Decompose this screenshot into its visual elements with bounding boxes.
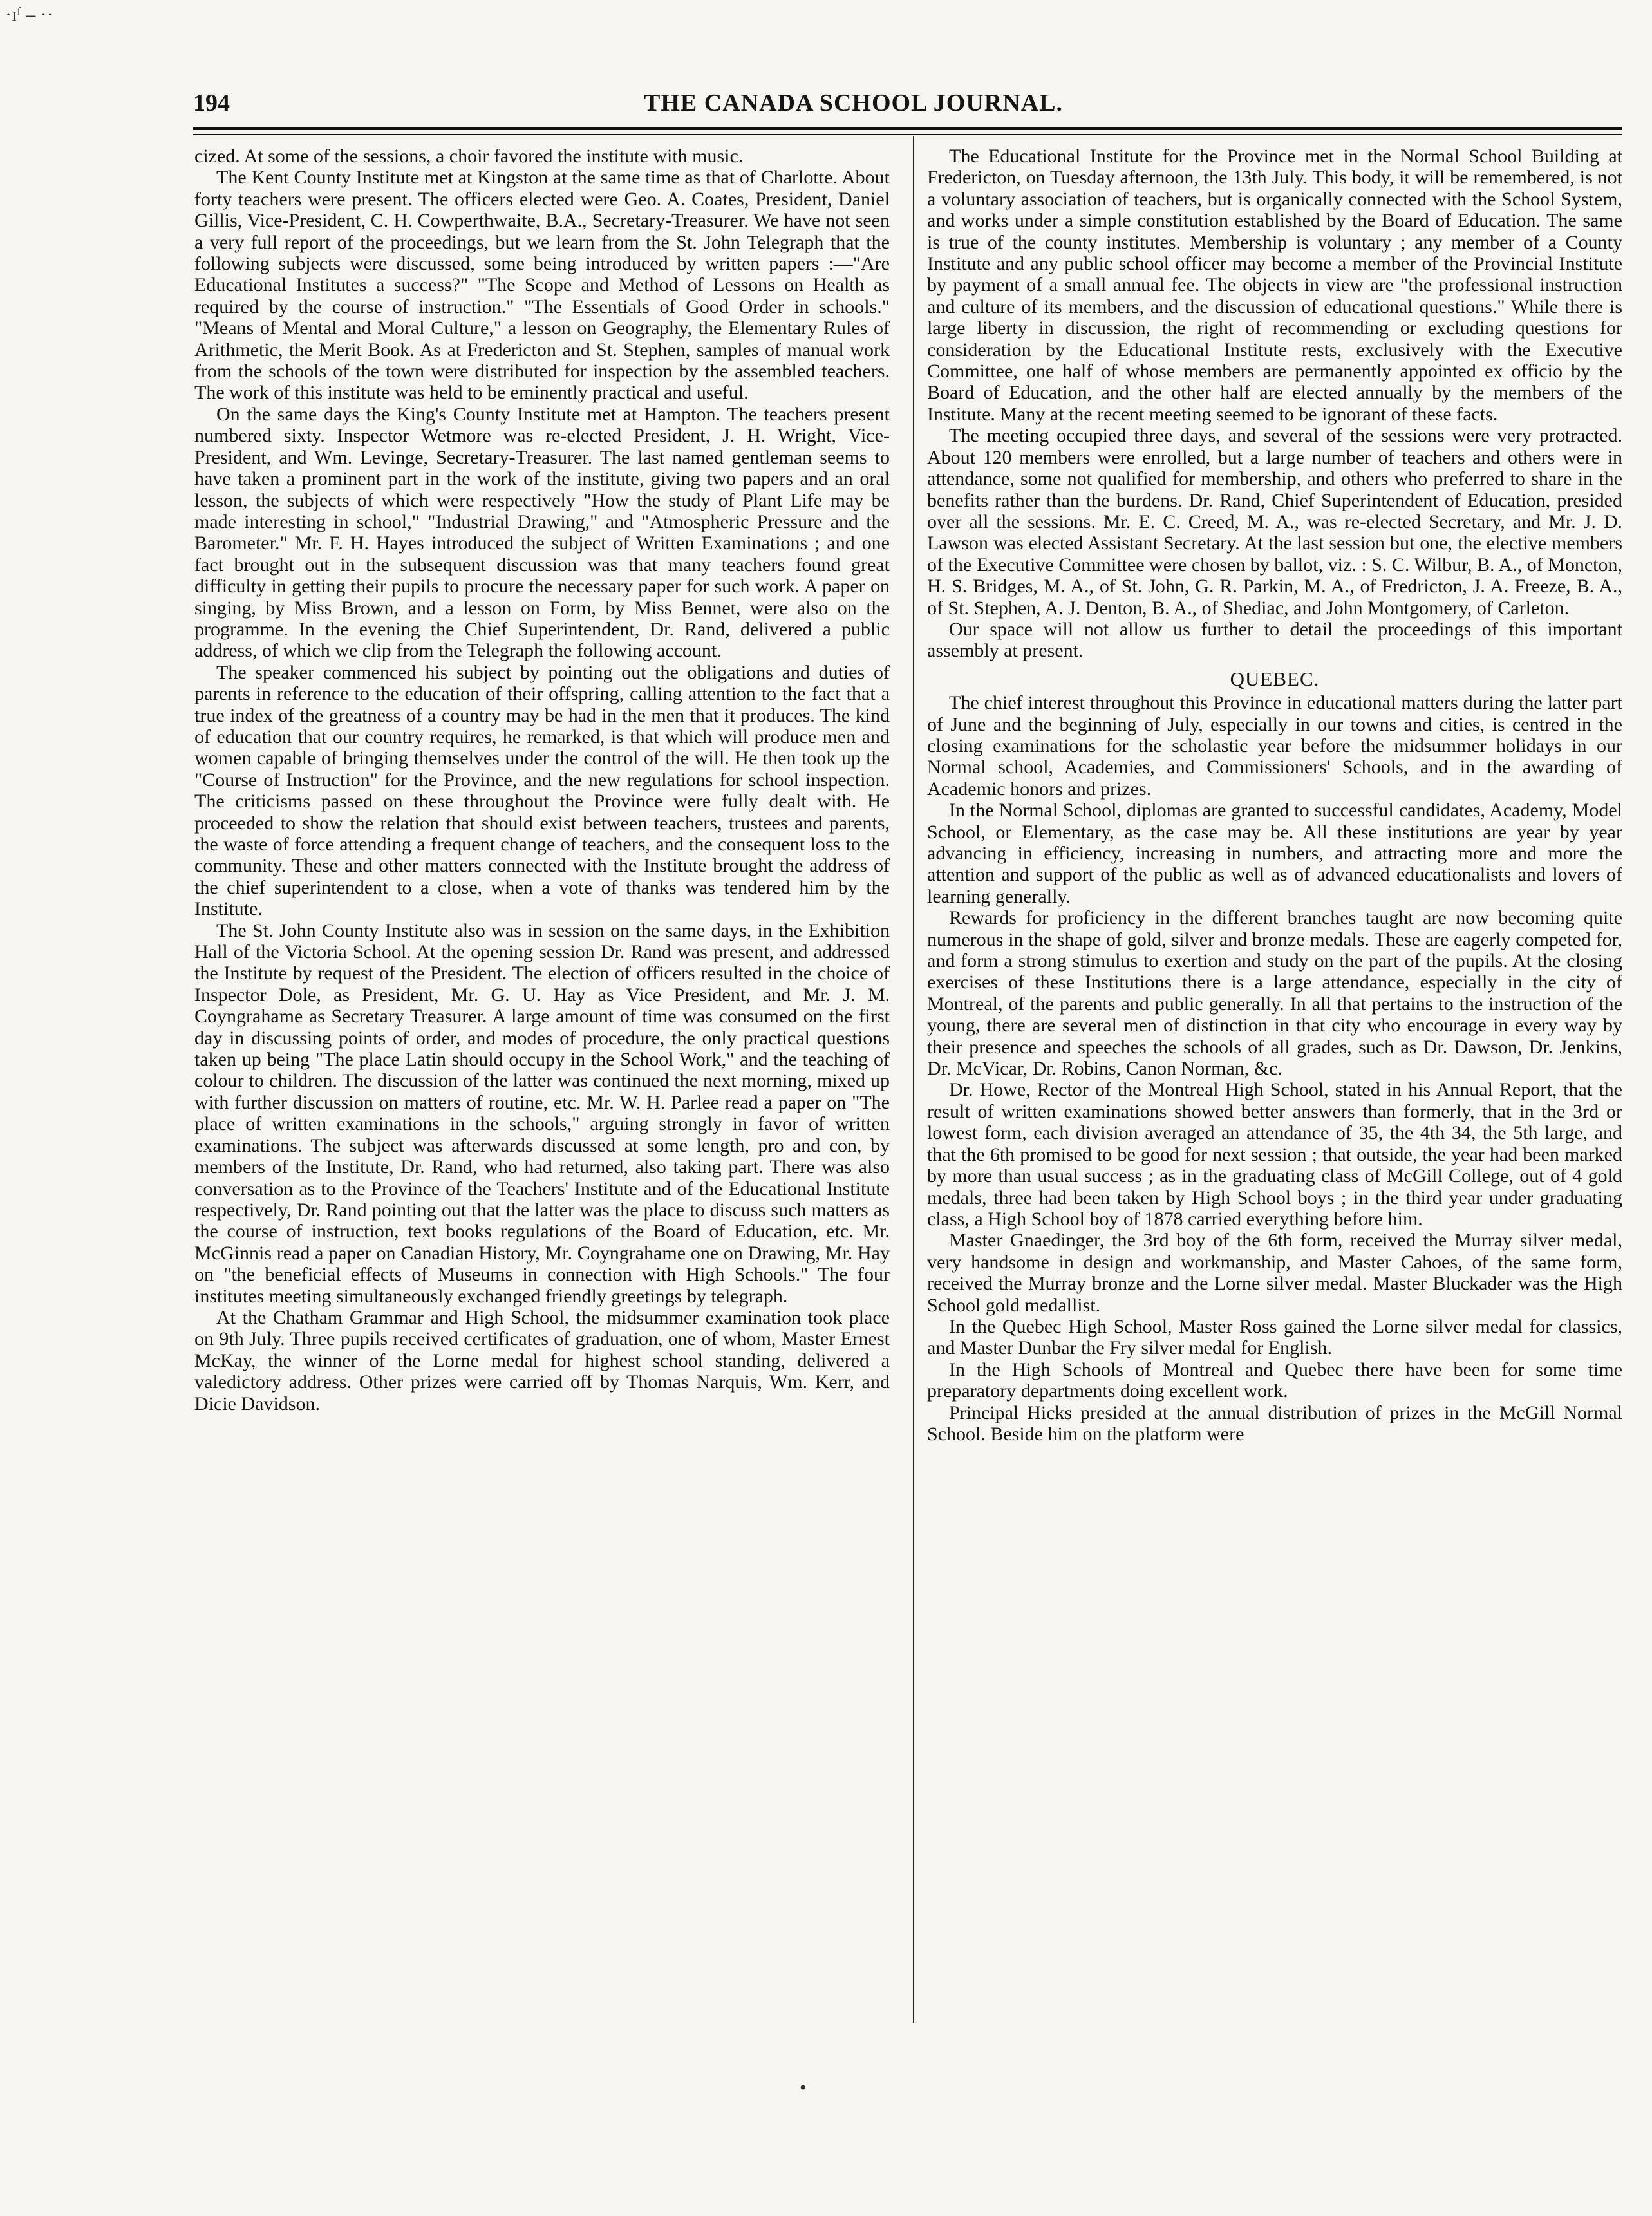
- paragraph: The meeting occupied three days, and several of the sessions were very protracted. About 120 members were enrolled, but a large number of teachers and others were in attendance, some not qualified for membership, and others who preferred to share in the benefits rather than the burdens. Dr. Rand, Chief Superintendent of Education, presided over all the sessions. Mr. E. C. Creed, M. A., was re-elected Secretary, and Mr. J. D. Lawson was elected Assistant Secretary. At the last session but one, the elective members of the Executive Committee were chosen by ballot, viz. : S. C. Wilbur, B. A., of Moncton, H. S. Bridges, M. A., of St. John, G. R. Parkin, M. A., of Fredricton, J. A. Freeze, B. A., of St. Stephen, A. J. Denton, B. A., of Shediac, and John Montgomery, of Carleton.: [927, 425, 1622, 619]
- paragraph: In the Normal School, diplomas are granted to successful candidates, Academy, Model School, or Elementary, as the case may be. All these institutions are year by year advancing in efficiency, increasing in numbers, and attracting more and more the attention and support of the public as well as of advanced educationalists and lovers of learning generally.: [927, 800, 1622, 907]
- paragraph: On the same days the King's County Institute met at Hampton. The teachers present numbered sixty. Inspector Wetmore was re-elected President, J. H. Wright, Vice-President, and Wm. Levinge, Secretary-Treasurer. The last named gentleman seems to have taken a prominent part in the work of the institute, giving two papers and an oral lesson, the subjects of which were respectively "How the study of Plant Life may be made interesting in school," "Industrial Drawing," and "Atmospheric Pressure and the Barometer." Mr. F. H. Hayes introduced the subject of Written Examinations ; and one fact brought out in the subsequent discussion was that many teachers found great difficulty in getting their pupils to procure the necessary paper for such work. A paper on singing, by Miss Brown, and a lesson on Form, by Miss Bennet, were also on the programme. In the evening the Chief Superintendent, Dr. Rand, delivered a public address, of which we clip from the Telegraph the following account.: [194, 403, 890, 662]
- paragraph: The speaker commenced his subject by pointing out the obligations and duties of parents in reference to the education of their offspring, calling attention to the fact that a true index of the greatness of a country may be had in the men that it produces. The kind of education that our country requires, he remarked, is that which will produce men and women capable of bringing themselves under the control of the will. He then took up the "Course of Instruction" for the Province, and the new regulations for school inspection. The criticisms passed on these throughout the Province were fully dealt with. He proceeded to show the relation that should exist between teachers, trustees and parents, the waste of force attending a frequent change of teachers, and the consequent loss to the community. These and other matters connected with the Institute brought the address of the chief superintendent to a close, when a vote of thanks was tendered him by the Institute.: [194, 661, 890, 920]
- paragraph: In the High Schools of Montreal and Quebec there have been for some time preparatory departments doing excellent work.: [927, 1358, 1622, 1402]
- paragraph: Dr. Howe, Rector of the Montreal High School, stated in his Annual Report, that the result of written examinations showed better answers than formerly, that in the 3rd or lowest form, each division averaged an attendance of 35, the 4th 34, the 5th large, and that the 6th promised to be good for next session ; that outside, the year had been marked by more than usual success ; as in the graduating class of McGill College, out of 4 gold medals, three had been taken by High School boys ; in the third year under graduating class, a High School boy of 1878 carried everything before him.: [927, 1079, 1622, 1230]
- paragraph: At the Chatham Grammar and High School, the midsummer examination took place on 9th July. Three pupils received certificates of graduation, one of whom, Master Ernest McKay, the winner of the Lorne medal for highest school standing, delivered a valedictory address. Other prizes were carried off by Thomas Narquis, Wm. Kerr, and Dicie Davidson.: [194, 1306, 890, 1414]
- journal-title: THE CANADA SCHOOL JOURNAL.: [644, 89, 1063, 117]
- left-column: [194, 146, 890, 2025]
- scan-dot: •: [800, 2077, 807, 2098]
- page-number: 194: [193, 89, 230, 117]
- paragraph: cized. At some of the sessions, a choir favored the institute with music.: [194, 146, 744, 167]
- section-heading-quebec: QUEBEC.: [1230, 667, 1320, 690]
- paragraph: The Educational Institute for the Province met in the Normal School Building at Fredericton, on Tuesday afternoon, the 13th July. This body, it will be remembered, is not a voluntary association of teachers, but is organically connected with the School System, and works under a simple constitution established by the Board of Education. The same is true of the county institutes. Membership is voluntary ; any member of a County Institute and any public school officer may become a member of the Provincial Institute by payment of a small annual fee. The objects in view are "the professional instruction and culture of its members, and the discussion of educational questions." While there is large liberty in discussion, the right of recommending or excluding questions for consideration by the Educational Institute rests, exclusively with the Executive Committee, one half of whose members are permanently appointed ex officio by the Board of Education, and the other half are elected annually by the members of the Institute. Many at the recent meeting seemed to be ignorant of these facts.: [927, 146, 1622, 425]
- paragraph: Master Gnaedinger, the 3rd boy of the 6th form, received the Murray silver medal, very handsome in design and workmanship, and Master Cahoes, of the same form, received the Murray bronze and the Lorne silver medal. Master Bluckader was the High School gold medallist.: [927, 1230, 1622, 1316]
- paragraph: The Kent County Institute met at Kingston at the same time as that of Charlotte. About forty teachers were present. The officers elected were Geo. A. Coates, President, Daniel Gillis, Vice-President, C. H. Cowperthwaite, B.A., Secretary-Treasurer. We have not seen a very full report of the proceedings, but we learn from the St. John Telegraph that the following subjects were discussed, some being introduced by written papers :—"Are Educational Institutes a success?" "The Scope and Method of Lessons on Health as required by the course of instruction." "The Essentials of Good Order in schools." "Means of Mental and Moral Culture," a lesson on Geography, the Elementary Rules of Arithmetic, the Merit Book. As at Fredericton and St. Stephen, samples of manual work from the schools of the town were distributed for inspection by the assembled teachers. The work of this institute was held to be eminently practical and useful.: [194, 167, 890, 404]
- paragraph: In the Quebec High School, Master Ross gained the Lorne silver medal for classics, and Master Dunbar the Fry silver medal for English.: [927, 1315, 1622, 1359]
- right-column: [927, 146, 1622, 2025]
- paragraph: The chief interest throughout this Province in educational matters during the latter part of June and the beginning of July, especially in our towns and cities, is centred in the closing examinations for the scholastic year before the midsummer holidays in our Normal school, Academies, and Commissioners' Schools, and in the awarding of Academic honors and prizes.: [927, 692, 1622, 800]
- paragraph: The St. John County Institute also was in session on the same days, in the Exhibition Hall of the Victoria School. At the opening session Dr. Rand was present, and addressed the Institute by request of the President. The election of officers resulted in the choice of Inspector Dole, as President, Mr. G. U. Hay as Vice President, and Mr. J. M. Coyngrahame as Secretary Treasurer. A large amount of time was consumed on the first day in discussing points of order, and modes of procedure, the only practical questions taken up being "The place Latin should occupy in the School Work," and the teaching of colour to children. The discussion of the latter was continued the next morning, mixed up with further discussion on matters of routine, etc. Mr. W. H. Parlee read a paper on "The place of written examinations in the schools," arguing strongly in favor of written examinations. The subject was afterwards discussed at some length, pro and con, by members of the Institute, Dr. Rand, who had returned, also taking part. There was also conversation as to the Province of the Teachers' Institute and of the Educational Institute respectively, Dr. Rand pointing out that the latter was the place to discuss such matters as the course of instruction, text books regulations of the Board of Education, etc. Mr. McGinnis read a paper on Canadian History, Mr. Coyngrahame one on Drawing, Mr. Hay on "the beneficial effects of Museums in connection with High Schools." The four institutes meeting simultaneously exchanged friendly greetings by telegraph.: [194, 919, 890, 1307]
- paragraph: Principal Hicks presided at the annual distribution of prizes in the McGill Normal School. Beside him on the platform were: [927, 1402, 1622, 1445]
- paragraph: Rewards for proficiency in the different branches taught are now becoming quite numerous in the shape of gold, silver and bronze medals. These are eagerly competed for, and form a strong stimulus to exertion and study on the part of the pupils. At the closing exercises of these Institutions there is a large attendance, especially in the city of Montreal, of the parents and public generally. In all that pertains to the instruction of the young, there are several men of distinction in that city who encourage in every way by their presence and speeches the schools of all grades, such as Dr. Dawson, Dr. Jenkins, Dr. McVicar, Dr. Robins, Canon Norman, &c.: [927, 907, 1622, 1080]
- header-rule: [193, 127, 1622, 130]
- scan-mark: ·ɪᶠ – ··: [5, 4, 53, 25]
- column-divider: [913, 136, 914, 2023]
- header-rule-thin: [193, 134, 1622, 135]
- paragraph: Our space will not allow us further to detail the proceedings of this important assembly at present.: [927, 618, 1622, 662]
